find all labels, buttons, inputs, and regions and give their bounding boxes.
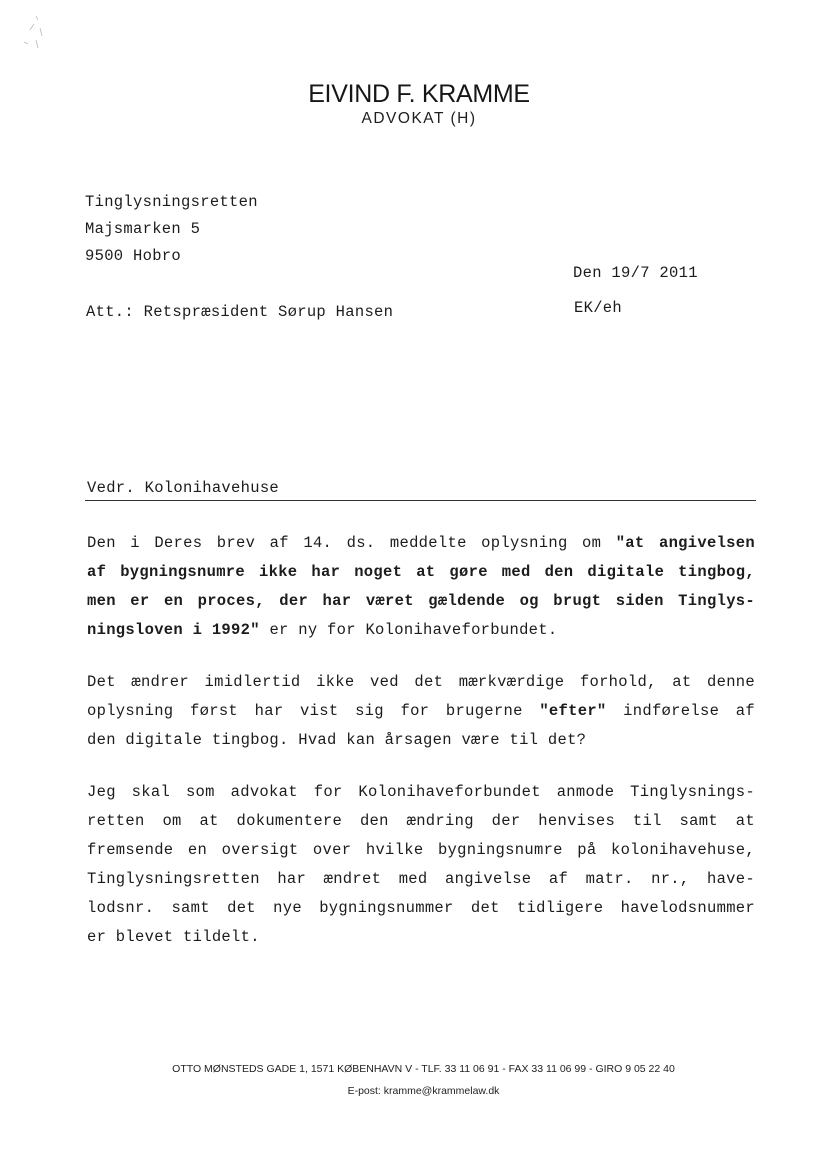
subject-underline xyxy=(85,500,756,501)
paragraph-line: af bygningsnumre ikke har noget at gøre med den digitale tingbog, xyxy=(87,563,755,581)
recipient-name: Tinglysningsretten xyxy=(85,193,258,211)
margin-pen-mark xyxy=(22,14,52,54)
paragraph-line: men er en proces, der har været gældende og brugt siden Tinglys- xyxy=(87,592,755,610)
paragraph-line: ningsloven i 1992" er ny for Kolonihaveforbundet. xyxy=(87,621,558,639)
paragraph-2 xyxy=(87,668,755,755)
paragraph-line: Den i Deres brev af 14. ds. meddelte oplysning om "at angivelsen xyxy=(87,534,755,552)
recipient-street: Majsmarken 5 xyxy=(85,220,201,238)
letter-date: Den 19/7 2011 xyxy=(573,264,698,282)
paragraph-line: lodsnr. samt det nye bygningsnummer det tidligere havelodsnummer xyxy=(87,899,755,917)
paragraph-line: Tinglysningsretten har ændret med angivelse af matr. nr., have- xyxy=(87,870,755,888)
footer-address: OTTO MØNSTEDS GADE 1, 1571 KØBENHAVN V - TLF. 33 11 06 91 - FAX 33 11 06 99 - GIRO 9 05 22 40 xyxy=(172,1063,675,1075)
paragraph-line: Det ændrer imidlertid ikke ved det mærkværdige forhold, at denne xyxy=(87,673,755,691)
recipient-address xyxy=(85,189,258,270)
paragraph-line: Jeg skal som advokat for Kolonihaveforbundet anmode Tinglysnings- xyxy=(87,783,755,801)
letterhead-name: EIVIND F. KRAMME xyxy=(308,80,530,108)
paragraph-3 xyxy=(87,778,755,952)
letterhead-title: ADVOKAT (H) xyxy=(361,110,477,127)
paragraph-line: er blevet tildelt. xyxy=(87,928,260,946)
attention-line: Att.: Retspræsident Sørup Hansen xyxy=(86,303,394,321)
paragraph-line: fremsende en oversigt over hvilke bygningsnumre på kolonihavehuse, xyxy=(87,841,755,859)
subject-line: Vedr. Kolonihavehuse xyxy=(87,479,280,497)
paragraph-line: den digitale tingbog. Hvad kan årsagen være til det? xyxy=(87,731,587,749)
paragraph-line: oplysning først har vist sig for brugerne "efter" indførelse af xyxy=(87,702,755,720)
letter-reference: EK/eh xyxy=(574,299,623,317)
footer-email: E-post: kramme@krammelaw.dk xyxy=(347,1085,500,1097)
recipient-city: 9500 Hobro xyxy=(85,247,182,265)
paragraph-line: retten om at dokumentere den ændring der henvises til samt at xyxy=(87,812,755,830)
paragraph-1 xyxy=(87,529,755,645)
